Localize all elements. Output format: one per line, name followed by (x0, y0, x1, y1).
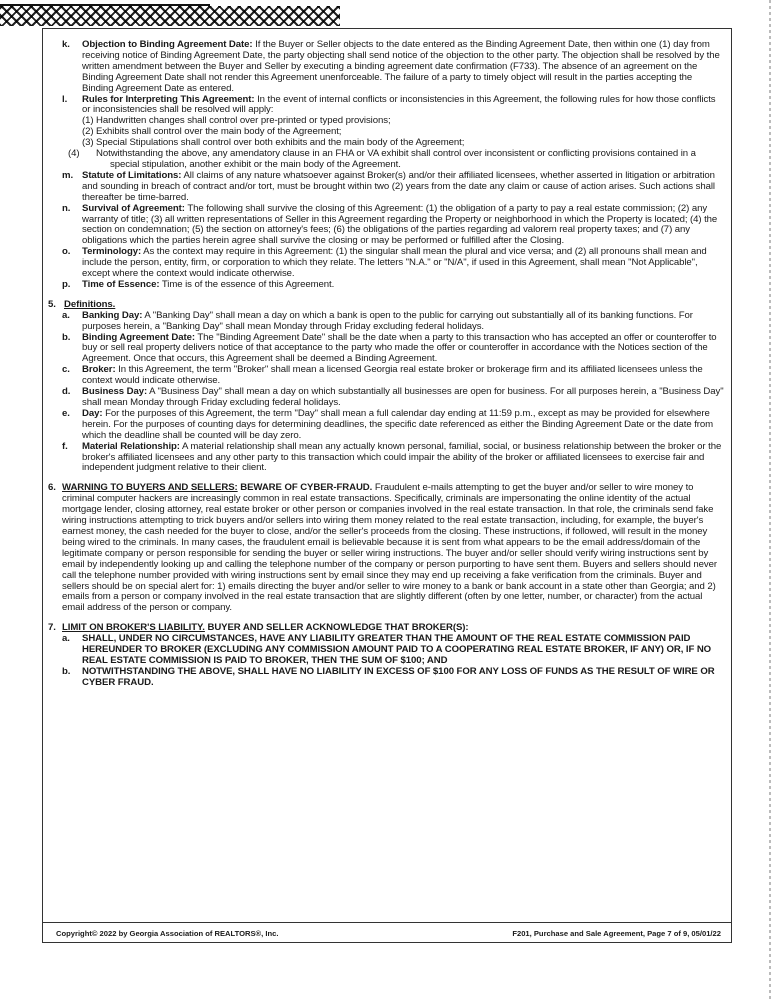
rule-text: Handwritten changes shall control over pre-printed or typed provisions; (96, 115, 391, 127)
section-subtitle: BEWARE OF CYBER-FRAUD. (237, 482, 373, 494)
section-title: Definitions. (64, 298, 116, 310)
rule-number: (3) (82, 137, 94, 149)
clause-label: l. (62, 93, 68, 105)
clause-title: Banking Day: (82, 309, 143, 321)
clause-label: d. (62, 386, 71, 398)
clause-text: A material relationship shall mean any actually known personal, familial, social, or business relationship between the broker or the broker's affiliated licensees and any other party to this transaction which could impair the ability of the broker or affiliated licensees to exercise fair and independent judgment relative to their client. (82, 440, 722, 474)
clause-text: Time is of the essence of this Agreement. (159, 278, 335, 290)
clause-4k (48, 40, 724, 95)
clause-label: n. (62, 202, 71, 214)
section-title: WARNING TO BUYERS AND SELLERS: (62, 482, 238, 494)
liability-limit-a (48, 634, 724, 667)
clause-label: b. (62, 665, 71, 677)
clause-text: As the context may require in this Agreement: (1) the singular shall mean the plural and vice versa; and (2) all pronouns shall mean and include the person, entity, firm, or corporation to which they relate. The letters "N.A." or "N/A", if used in this Agreement, shall mean "Not Applicable", except where the context would indicate otherwise. (82, 246, 707, 280)
clause-label: b. (62, 331, 71, 343)
rule-number: (2) (82, 126, 94, 138)
clause-label: a. (62, 633, 70, 645)
definition-banking-day (48, 311, 724, 333)
definition-material-relationship (48, 442, 724, 475)
footer-copyright: Copyright© 2022 by Georgia Association of REALTORS®, Inc. (56, 929, 279, 938)
section-number: 5. (48, 298, 56, 310)
definition-day (48, 409, 724, 442)
clause-label: e. (62, 407, 70, 419)
clause-4l (48, 95, 724, 117)
clause-text: In the event of internal conflicts or inconsistencies in this Agreement, the following rules for how those conflicts or inconsistencies shall be resolved will apply: (82, 93, 716, 116)
clause-label: a. (62, 309, 70, 321)
clause-text: In this Agreement, the term "Broker" shall mean a licensed Georgia real estate broker or brokerage firm and its affiliated licensees unless the context would indicate otherwise. (82, 364, 703, 387)
clause-text: A "Business Day" shall mean a day on which substantially all businesses are open for business. For all purposes herein, a "Business Day" shall mean Monday through Friday excluding federal holidays. (82, 386, 724, 408)
section-title: LIMIT ON BROKER'S LIABILITY. (62, 622, 205, 634)
clause-4o (48, 247, 724, 280)
clause-text: The following shall survive the closing of this Agreement: (1) the obligation of a party to pay a real estate commission; (2) any warranty of title; (3) all written representations of Seller in this Agreement regarding the Property or neighborhood in which the Property is located; (4) the section on condemnation; (5) the section on attorney's fees; (6) the obligations of the parties regarding ad valorem real property taxes; and (7) any obligations which the parties herein agree shall survive the closing or may be performed or fulfilled after the Closing. (82, 202, 718, 247)
clause-label: m. (62, 169, 74, 181)
scan-edge (769, 0, 771, 1000)
clause-title: Binding Agreement Date: (82, 331, 195, 343)
clause-title: Material Relationship: (82, 440, 180, 452)
clause-title: Business Day: (82, 386, 148, 398)
section-text: Fraudulent e-mails attempting to get the buyer and/or seller to wire money to criminal computer hackers are increasingly common in real estate transactions. Specifically, criminals are impersonating the online identity of the actual mortgage lender, closing attorney, real estate broker or other person or companies involved in the real estate transaction. In that role, the criminals send fake wiring instructions attempting to trick buyers and/or sellers into wiring them money related to the real estate transaction, including, for example, the buyer's earnest money, the cash needed for the buyer to close, and/or the seller's proceeds from the closing. These instructions, if followed, will result in the money being wired to the criminals. In many cases, the fraudulent email is believable because it is sent from what appears to be the email address/domain of the legitimate company or person responsible for sending the buyer or seller wiring instructions. The buyer and/or seller should verify wiring instructions sent by email by independently looking up and calling the telephone number of the company or person purporting to have sent them. Buyers and sellers should never call the telephone number provided with wiring instructions sent by email since they may end up receiving a fake verification from the criminals. Buyer and sellers should be on special alert for: 1) emails directing the buyer and/or seller to wire money to a bank or bank account in a state other than Georgia; and 2) emails from a person or company involved in the real estate transaction that are slightly different (often by one letter, number, or character) from the actual email address of the person or company. (62, 482, 717, 614)
clause-label: k. (62, 39, 70, 50)
section-6 (48, 483, 724, 614)
clause-title: Survival of Agreement: (82, 202, 185, 214)
clause-4p (48, 280, 724, 291)
rule-text: Special Stipulations shall control over both exhibits and the main body of the Agreement; (96, 137, 465, 149)
rule-number: (1) (82, 115, 94, 127)
clause-label: c. (62, 364, 70, 376)
section-number: 7. (48, 622, 56, 634)
section-number: 6. (48, 482, 56, 494)
clause-text: SHALL, UNDER NO CIRCUMSTANCES, HAVE ANY LIABILITY GREATER THAN THE AMOUNT OF THE REAL ESTATE COMMISSION PAID HEREUNDER TO BROKER (EXCLUDING ANY COMMISSION AMOUNT PAID TO A COOPERATING REAL ESTATE BROKER, IF ANY) OR, IF NO REAL ESTATE COMMISSION IS PAID TO BROKER, THEN THE SUM OF $100; AND (82, 633, 712, 666)
rule-text: Notwithstanding the above, any amendatory clause in an FHA or VA exhibit shall control over inconsistent or conflicting provisions contained in a special stipulation, another exhibit or the main body of the Agreement. (96, 148, 696, 170)
clause-title: Rules for Interpreting This Agreement: (82, 93, 255, 105)
clause-label: o. (62, 246, 71, 258)
document-body (48, 40, 724, 689)
definition-broker (48, 365, 724, 387)
clause-text: NOTWITHSTANDING THE ABOVE, SHALL HAVE NO LIABILITY IN EXCESS OF $100 FOR ANY LOSS OF FUNDS AS THE RESULT OF WIRE OR CYBER FRAUD. (82, 665, 715, 688)
clause-title: Objection to Binding Agreement Date: (82, 39, 253, 50)
rule-4: (4) Notwithstanding the above, any amendatory clause in an FHA or VA exhibit shall control over inconsistent or conflicting provisions contained in a special stipulation, another exhibit or the main body of the Agreement. (68, 148, 696, 170)
rule-text: Exhibits shall control over the main body of the Agreement; (96, 126, 342, 138)
clause-title: Statute of Limitations: (82, 169, 182, 181)
clause-label: p. (62, 278, 71, 290)
clause-text: For the purposes of this Agreement, the term "Day" shall mean a full calendar day ending at 11:59 p.m., except as may be provided for elsewhere herein. For the purposes of counting days for determining deadlines, the specific date referenced as either the Binding Agreement Date or the date from which the deadline shall be counted will be day zero. (82, 407, 714, 441)
clause-text: If the Buyer or Seller objects to the date entered as the Binding Agreement Date, then within one (1) day from receiving notice of Binding Agreement Date, the party objecting shall send notice of the objection to the other party. The objection shall be resolved by the written amendment between the Buyer and Seller by executing a binding agreement date confirmation (F733). The absence of an agreement on the Binding Agreement Date shall not render this Agreement unenforceable. The failure of a party to timely object will result in the parties accepting the Binding Agreement Date as entered. (82, 39, 720, 94)
clause-text: All claims of any nature whatsoever against Broker(s) and/or their affiliated licensees, whether asserted in litigation or arbitration and sounding in breach of contract and/or tort, must be brought within two (2) years from the date any claim or cause of action arises. Such actions shall thereafter be time-barred. (82, 169, 715, 203)
clause-4m (48, 171, 724, 204)
footer-form-id: F201, Purchase and Sale Agreement, Page 7 of 9, 05/01/22 (512, 929, 721, 938)
clause-4n (48, 204, 724, 248)
clause-title: Broker: (82, 364, 116, 376)
clause-title: Day: (82, 407, 103, 419)
redacted-header (0, 6, 340, 26)
section-subtitle: BUYER AND SELLER ACKNOWLEDGE THAT BROKER(S): (204, 622, 469, 634)
footer-rule (43, 922, 731, 923)
liability-limit-b (48, 667, 724, 689)
definition-binding-agreement-date (48, 333, 724, 366)
clause-text: A "Banking Day" shall mean a day on which a bank is open to the public for carrying out substantially all of its banking functions. For purposes herein, a "Banking Day" shall mean Monday through Friday excluding federal holidays. (82, 309, 693, 332)
definition-business-day (48, 387, 724, 409)
clause-label: f. (62, 440, 68, 452)
clause-title: Time of Essence: (82, 278, 160, 290)
clause-text: The "Binding Agreement Date" shall be the date when a party to this transaction who has accepted an offer or counteroffer to buy or sell real property delivers notice of that acceptance to the party who made the offer or counteroffer in accordance with the Notices section of the Agreement. Once that occurs, this Agreement shall be deemed a Binding Agreement. (82, 331, 717, 365)
clause-title: Terminology: (82, 246, 142, 258)
